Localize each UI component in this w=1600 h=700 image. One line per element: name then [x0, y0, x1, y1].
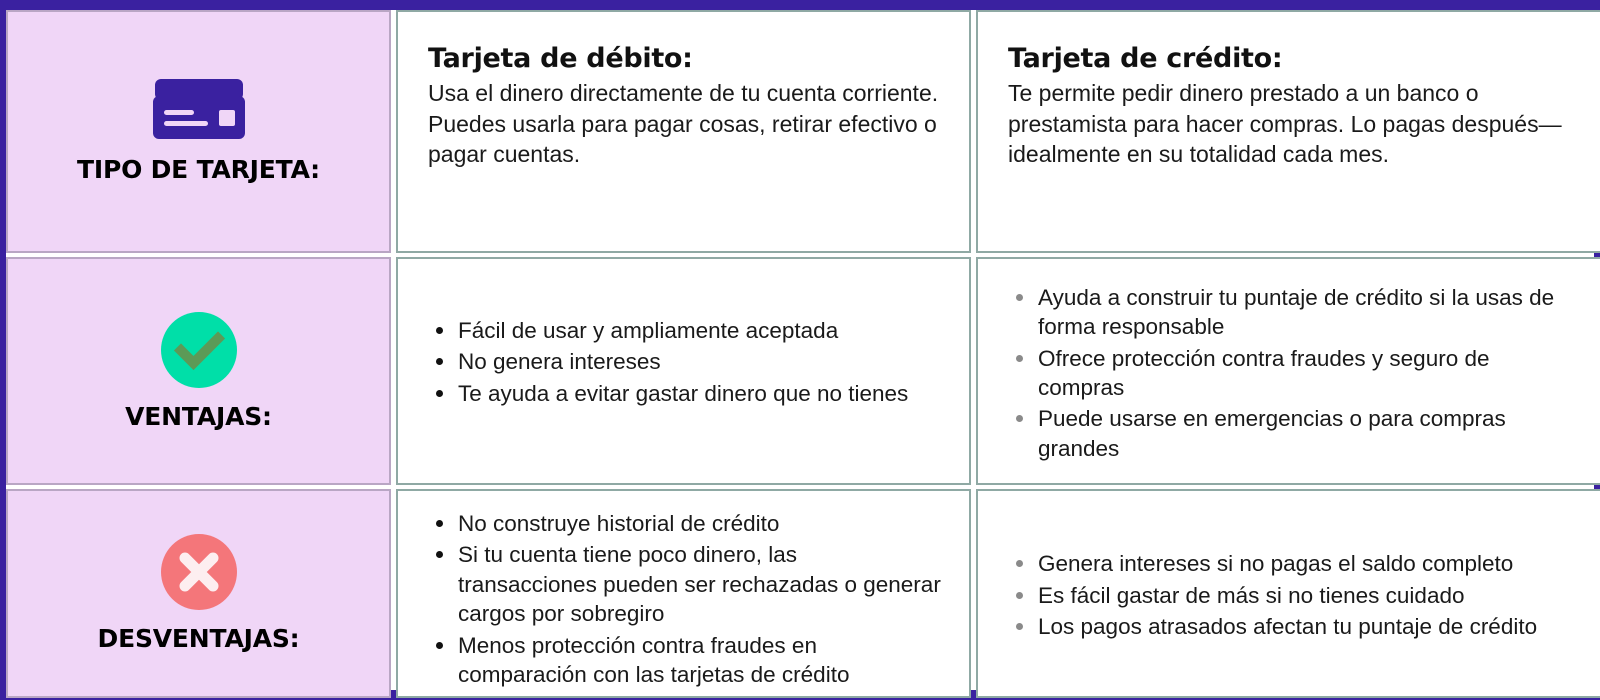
credit-card-icon [153, 79, 245, 139]
list-item: Puede usarse en emergencias o para compras grandes [1008, 404, 1574, 463]
row-label-ventajas [6, 257, 391, 485]
credit-advantages-list [1008, 283, 1574, 466]
credit-disadvantages-list [1008, 549, 1537, 643]
comparison-table [6, 10, 1594, 690]
list-item: No construye historial de crédito [428, 509, 941, 538]
list-item: Los pagos atrasados afectan tu puntaje de crédito [1008, 612, 1537, 641]
cell-credit-description [976, 10, 1600, 253]
credit-description-text: Te permite pedir dinero prestado a un banco o prestamista para hacer compras. Lo pagas después—idealmente en su totalidad cada mes. [1008, 80, 1562, 168]
row-label-text: DESVENTAJAS: [97, 624, 300, 653]
credit-title: Tarjeta de crédito: [1008, 43, 1283, 74]
list-item: Genera intereses si no pagas el saldo completo [1008, 549, 1537, 578]
cell-debit-disadvantages [396, 489, 971, 698]
cell-credit-disadvantages [976, 489, 1600, 698]
check-circle-icon [161, 312, 237, 388]
row-label-desventajas [6, 489, 391, 698]
debit-description-text: Usa el dinero directamente de tu cuenta corriente. Puedes usarla para pagar cosas, retirar efectivo o pagar cuentas. [428, 80, 939, 168]
list-item: Te ayuda a evitar gastar dinero que no tienes [428, 379, 908, 408]
cell-debit-description [396, 10, 971, 253]
list-item: Ayuda a construir tu puntaje de crédito si la usas de forma responsable [1008, 283, 1574, 342]
list-item: Fácil de usar y ampliamente aceptada [428, 316, 908, 345]
list-item: Es fácil gastar de más si no tienes cuidado [1008, 581, 1537, 610]
list-item: No genera intereses [428, 347, 908, 376]
cell-credit-advantages [976, 257, 1600, 485]
row-label-text: VENTAJAS: [125, 401, 272, 431]
debit-disadvantages-list [428, 509, 941, 690]
debit-advantages-list [428, 316, 908, 410]
list-item: Si tu cuenta tiene poco dinero, las transacciones pueden ser rechazadas o generar cargos por sobregiro [428, 540, 941, 628]
cell-debit-advantages [396, 257, 971, 485]
list-item: Menos protección contra fraudes en comparación con las tarjetas de crédito [428, 631, 941, 690]
row-label-tipo-de-tarjeta [6, 10, 391, 253]
debit-title: Tarjeta de débito: [428, 43, 693, 74]
x-circle-icon [161, 534, 237, 610]
row-label-text: TIPO DE TARJETA: [77, 155, 320, 184]
list-item: Ofrece protección contra fraudes y seguro de compras [1008, 344, 1574, 403]
